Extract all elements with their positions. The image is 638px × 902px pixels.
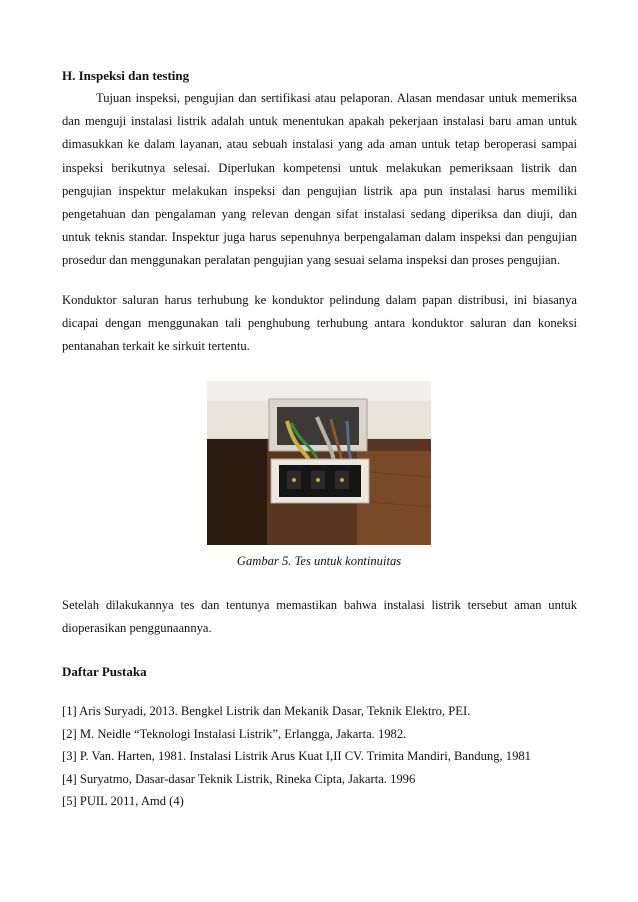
figure-continuity-test-photo: [207, 381, 431, 545]
reference-item: [3] P. Van. Harten, 1981. Instalasi Listrik Arus Kuat I,II CV. Trimita Mandiri, Bandung, 1981: [62, 749, 531, 763]
socket-photo-illustration: [207, 381, 431, 545]
paragraph-conclusion: Setelah dilakukannya tes dan tentunya memastikan bahwa instalasi listrik tersebut aman untuk dioperasikan penggunaannya.: [62, 598, 577, 636]
paragraph-inspection-purpose: Tujuan inspeksi, pengujian dan sertifikasi atau pelaporan. Alasan mendasar untuk memeriksa dan menguji instalasi listrik adalah untuk menentukan apakah pekerjaan instalasi baru aman untuk dimasukkan ke dalam layanan, atau sebuah instalasi yang ada aman untuk tetap beroperasi sampai inspeksi berikutnya selesai. Diperlukan kompetensi untuk melakukan pemeriksaan listrik dan pengujian inspektur melakukan inspeksi dan pengujian listrik apa pun instalasi harus memiliki pengetahuan dan pengalaman yang relevan dengan sifat instalasi sedang diperiksa dan diuji, dan untuk teknis standar. Inspektur juga harus sepenuhnya berpengalaman dalam inspeksi dan pengujian prosedur dan menggunakan peralatan pengujian yang sesuai selama inspeksi dan proses pengujian.: [62, 91, 577, 268]
paragraph-conductor: Konduktor saluran harus terhubung ke konduktor pelindung dalam papan distribusi, ini biasanya dicapai dengan menggunakan tali penghubung terhubung antara konduktor saluran dan koneksi pentanahan terkait ke sirkuit tertentu.: [62, 293, 577, 354]
reference-item: [1] Aris Suryadi, 2013. Bengkel Listrik dan Mekanik Dasar, Teknik Elektro, PEI.: [62, 704, 471, 718]
reference-item: [5] PUIL 2011, Amd (4): [62, 794, 184, 808]
reference-item: [2] M. Neidle “Teknologi Instalasi Listrik”, Erlangga, Jakarta. 1982.: [62, 726, 407, 741]
reference-list: [62, 700, 531, 813]
references-heading: Daftar Pustaka: [62, 664, 147, 679]
figure-caption: Gambar 5. Tes untuk kontinuitas: [236, 554, 402, 568]
section-heading: H. Inspeksi dan testing: [62, 68, 190, 83]
reference-item: [4] Suryatmo, Dasar-dasar Teknik Listrik, Rineka Cipta, Jakarta. 1996: [62, 771, 416, 786]
